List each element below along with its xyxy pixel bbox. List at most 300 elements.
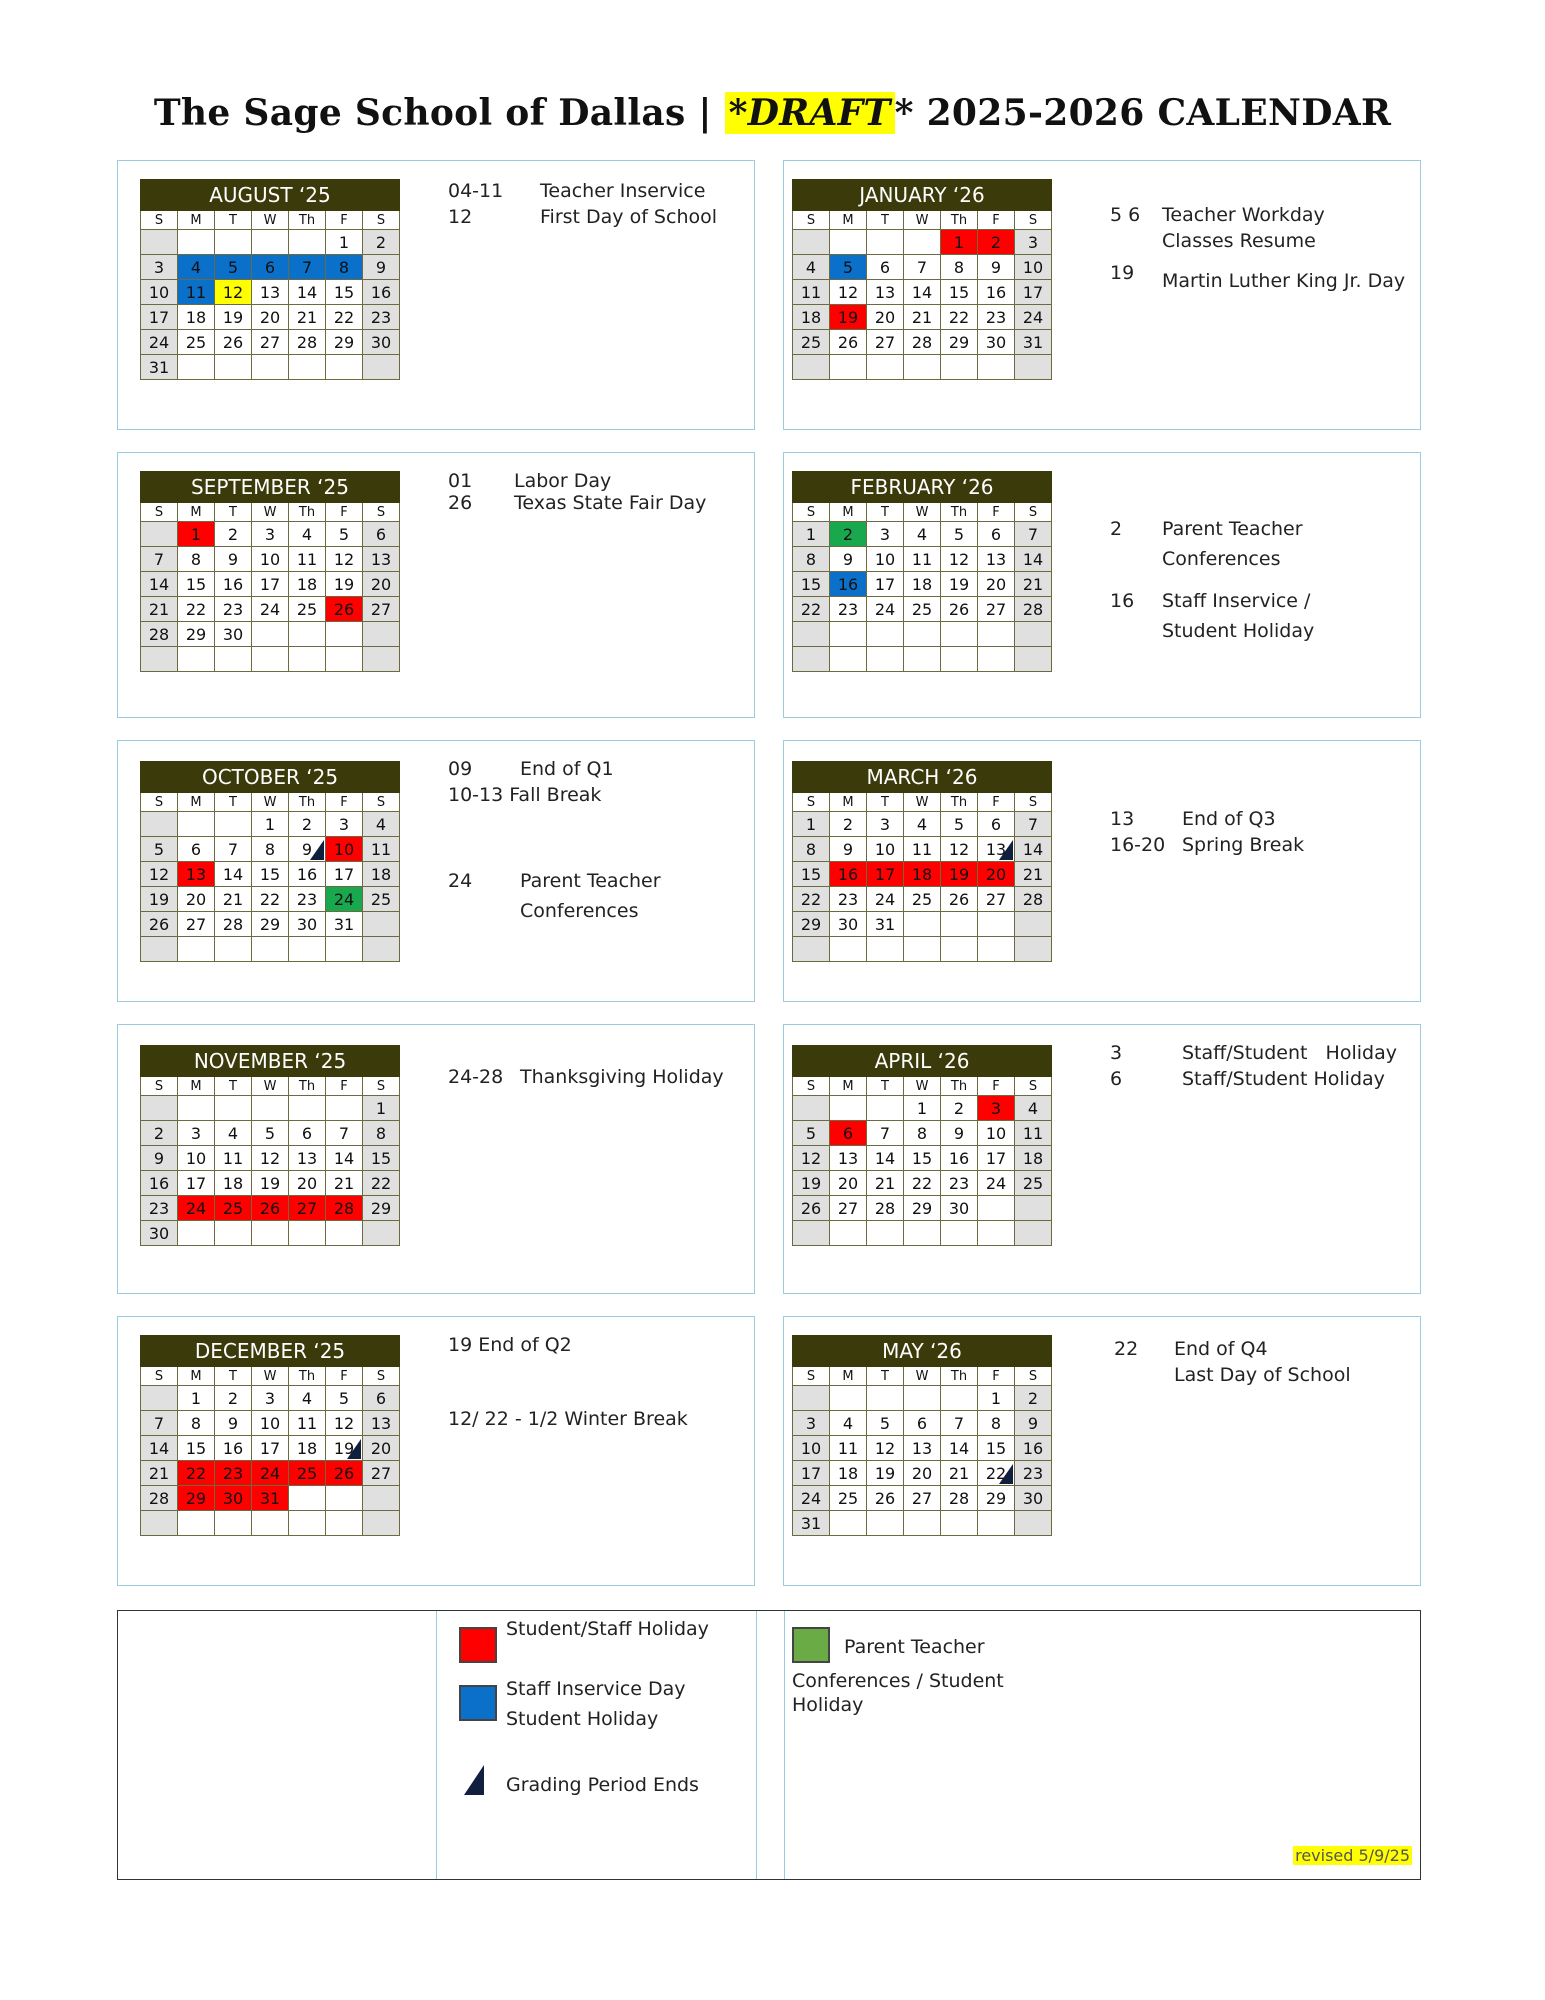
day-cell: 15 <box>252 862 289 887</box>
day-cell <box>326 1096 363 1121</box>
event-line <box>448 783 601 807</box>
day-cell: 13 <box>904 1436 941 1461</box>
day-cell: 20 <box>363 1436 400 1461</box>
day-cell: 12 <box>326 547 363 572</box>
day-cell: 12 <box>141 862 178 887</box>
event-date: 12/ 22 - 1/2 Winter Break <box>448 1408 688 1430</box>
week-row <box>793 572 1052 597</box>
day-cell: 3 <box>252 1386 289 1411</box>
day-cell <box>978 355 1015 380</box>
day-cell: 23 <box>830 597 867 622</box>
day-cell: 6 <box>978 812 1015 837</box>
day-cell: 1 <box>793 812 830 837</box>
week-row <box>141 1196 400 1221</box>
day-cell <box>941 355 978 380</box>
weekday-header: W <box>252 503 289 522</box>
day-cell: 19 <box>830 305 867 330</box>
event-date: 5 6 <box>1110 204 1141 226</box>
month-panel <box>783 160 1421 430</box>
day-cell: 2 <box>363 230 400 255</box>
day-cell <box>252 1511 289 1536</box>
week-row <box>793 330 1052 355</box>
day-cell: 28 <box>289 330 326 355</box>
day-cell: 11 <box>289 547 326 572</box>
day-cell: 22 <box>793 597 830 622</box>
week-row <box>793 1171 1052 1196</box>
day-cell: 3 <box>978 1096 1015 1121</box>
event-line <box>1110 1067 1385 1091</box>
event-label: First Day of School <box>540 206 718 228</box>
day-cell: 26 <box>252 1196 289 1221</box>
event-label: Teacher Inservice <box>540 180 706 202</box>
day-cell <box>289 647 326 672</box>
event-label: Staff/Student Holiday <box>1182 1042 1397 1064</box>
day-cell: 13 <box>867 280 904 305</box>
day-cell: 26 <box>867 1486 904 1511</box>
month-panel <box>117 160 755 430</box>
day-cell <box>830 355 867 380</box>
day-cell <box>363 647 400 672</box>
day-cell: 18 <box>178 305 215 330</box>
weekday-header: Th <box>941 793 978 812</box>
week-row <box>141 280 400 305</box>
day-cell <box>178 937 215 962</box>
day-cell: 8 <box>793 547 830 572</box>
day-cell: 2 <box>215 522 252 547</box>
weekday-header: W <box>252 793 289 812</box>
event-line <box>448 1407 688 1431</box>
day-cell: 13 <box>178 862 215 887</box>
week-row <box>141 1411 400 1436</box>
day-cell: 10 <box>326 837 363 862</box>
day-cell: 23 <box>141 1196 178 1221</box>
weekday-header: Th <box>289 1367 326 1386</box>
day-cell: 23 <box>978 305 1015 330</box>
weekday-header: S <box>363 211 400 230</box>
day-cell: 27 <box>252 330 289 355</box>
day-cell <box>141 230 178 255</box>
day-cell <box>1015 937 1052 962</box>
day-cell: 9 <box>830 837 867 862</box>
month-title: APRIL ‘26 <box>793 1046 1052 1077</box>
month-title: MARCH ‘26 <box>793 762 1052 793</box>
day-cell: 7 <box>867 1121 904 1146</box>
week-row <box>793 305 1052 330</box>
day-cell: 21 <box>141 1461 178 1486</box>
day-cell: 27 <box>978 597 1015 622</box>
day-cell: 6 <box>904 1411 941 1436</box>
day-cell: 19 <box>793 1171 830 1196</box>
day-cell <box>215 1221 252 1246</box>
weekday-header: S <box>141 793 178 812</box>
event-date: 26 <box>448 492 473 514</box>
day-cell: 18 <box>363 862 400 887</box>
day-cell: 16 <box>978 280 1015 305</box>
day-cell: 11 <box>904 547 941 572</box>
event-line <box>1110 807 1276 831</box>
legend-inservice-1: Staff Inservice Day <box>506 1678 686 1700</box>
day-cell: 23 <box>215 1461 252 1486</box>
day-cell: 18 <box>793 305 830 330</box>
day-cell: 20 <box>178 887 215 912</box>
day-cell: 20 <box>978 862 1015 887</box>
day-cell: 12 <box>252 1146 289 1171</box>
day-cell: 8 <box>326 255 363 280</box>
week-row <box>793 280 1052 305</box>
day-cell <box>941 1221 978 1246</box>
event-date: 16-20 <box>1110 834 1166 856</box>
event-label: End of Q3 <box>1182 808 1276 830</box>
day-cell: 25 <box>1015 1171 1052 1196</box>
day-cell: 11 <box>1015 1121 1052 1146</box>
day-cell <box>178 1511 215 1536</box>
day-cell: 15 <box>178 1436 215 1461</box>
day-cell: 27 <box>830 1196 867 1221</box>
day-cell: 10 <box>252 1411 289 1436</box>
day-cell <box>178 812 215 837</box>
event-label: Parent Teacher <box>520 870 661 892</box>
day-cell: 25 <box>289 1461 326 1486</box>
week-row <box>793 812 1052 837</box>
day-cell: 24 <box>326 887 363 912</box>
day-cell <box>363 937 400 962</box>
day-cell <box>941 1386 978 1411</box>
legend-ptc-1: Parent Teacher <box>844 1636 985 1658</box>
month-title: SEPTEMBER ‘25 <box>141 472 400 503</box>
month-calendar <box>792 761 1052 962</box>
day-cell: 15 <box>978 1436 1015 1461</box>
day-cell: 2 <box>830 812 867 837</box>
day-cell: 17 <box>867 572 904 597</box>
day-cell: 4 <box>289 522 326 547</box>
day-cell: 26 <box>941 887 978 912</box>
day-cell: 3 <box>141 255 178 280</box>
day-cell: 26 <box>326 597 363 622</box>
event-line <box>1110 1041 1397 1065</box>
week-row <box>141 597 400 622</box>
month-calendar <box>792 1335 1052 1536</box>
day-cell <box>867 647 904 672</box>
day-cell: 13 <box>978 837 1015 862</box>
day-cell <box>941 647 978 672</box>
day-cell: 23 <box>830 887 867 912</box>
week-row <box>141 1436 400 1461</box>
day-cell: 25 <box>904 597 941 622</box>
event-date: 6 <box>1110 1068 1123 1090</box>
day-cell: 21 <box>1015 862 1052 887</box>
weekday-header: S <box>363 503 400 522</box>
weekday-header: W <box>904 503 941 522</box>
day-cell <box>326 622 363 647</box>
day-cell: 16 <box>830 572 867 597</box>
day-cell <box>793 355 830 380</box>
weekday-header: W <box>252 1367 289 1386</box>
day-cell <box>830 1386 867 1411</box>
day-cell: 22 <box>793 887 830 912</box>
day-cell: 9 <box>363 255 400 280</box>
weekday-header: T <box>867 503 904 522</box>
day-cell: 13 <box>252 280 289 305</box>
day-cell <box>904 937 941 962</box>
month-panel <box>117 452 755 718</box>
weekday-header: M <box>178 793 215 812</box>
day-cell: 13 <box>289 1146 326 1171</box>
day-cell: 4 <box>793 255 830 280</box>
day-cell <box>215 647 252 672</box>
day-cell: 31 <box>141 355 178 380</box>
day-cell <box>289 622 326 647</box>
draft-label: *DRAFT <box>725 92 895 134</box>
week-row <box>793 862 1052 887</box>
day-cell: 9 <box>1015 1411 1052 1436</box>
weekday-header: F <box>326 211 363 230</box>
event-line <box>1110 547 1280 571</box>
day-cell: 31 <box>252 1486 289 1511</box>
day-cell <box>1015 1221 1052 1246</box>
day-cell <box>289 230 326 255</box>
weekday-header: F <box>978 1367 1015 1386</box>
event-date: 22 <box>1114 1338 1139 1360</box>
day-cell <box>252 622 289 647</box>
day-cell: 15 <box>363 1146 400 1171</box>
day-cell: 25 <box>289 597 326 622</box>
day-cell: 2 <box>141 1121 178 1146</box>
day-cell: 6 <box>867 255 904 280</box>
day-cell: 7 <box>215 837 252 862</box>
weekday-header: F <box>978 211 1015 230</box>
day-cell: 1 <box>178 522 215 547</box>
event-line <box>1114 1363 1351 1387</box>
event-label: Teacher Workday <box>1162 204 1325 226</box>
day-cell: 11 <box>363 837 400 862</box>
month-panel <box>783 1316 1421 1586</box>
week-row <box>793 1511 1052 1536</box>
day-cell <box>252 937 289 962</box>
day-cell: 6 <box>830 1121 867 1146</box>
day-cell <box>904 230 941 255</box>
day-cell: 24 <box>141 330 178 355</box>
weekday-header: Th <box>941 503 978 522</box>
day-cell: 30 <box>363 330 400 355</box>
event-date: 24-28 <box>448 1066 504 1088</box>
day-cell <box>326 1221 363 1246</box>
day-cell: 14 <box>1015 837 1052 862</box>
day-cell <box>178 1221 215 1246</box>
weekday-header: Th <box>289 503 326 522</box>
day-cell: 8 <box>178 1411 215 1436</box>
day-cell <box>904 1221 941 1246</box>
week-row <box>141 812 400 837</box>
weekday-header: M <box>830 503 867 522</box>
month-panel <box>117 1024 755 1294</box>
day-cell <box>978 1221 1015 1246</box>
day-cell: 16 <box>215 1436 252 1461</box>
day-cell: 5 <box>867 1411 904 1436</box>
event-date: 10-13 Fall Break <box>448 784 602 806</box>
weekday-header: T <box>867 1077 904 1096</box>
day-cell: 4 <box>1015 1096 1052 1121</box>
day-cell: 13 <box>363 547 400 572</box>
weekday-header: S <box>141 1077 178 1096</box>
event-line <box>448 179 705 203</box>
day-cell <box>141 522 178 547</box>
day-cell <box>141 647 178 672</box>
week-row <box>141 647 400 672</box>
week-row <box>793 912 1052 937</box>
week-row <box>141 1096 400 1121</box>
day-cell: 1 <box>326 230 363 255</box>
legend-grading: Grading Period Ends <box>506 1774 699 1796</box>
weekday-header: Th <box>289 211 326 230</box>
legend <box>117 1610 1421 1880</box>
week-row <box>793 1096 1052 1121</box>
day-cell: 27 <box>289 1196 326 1221</box>
day-cell: 24 <box>252 597 289 622</box>
week-row <box>793 937 1052 962</box>
month-calendar <box>140 179 400 380</box>
day-cell: 23 <box>1015 1461 1052 1486</box>
day-cell <box>904 355 941 380</box>
month-title: AUGUST ‘25 <box>141 180 400 211</box>
event-line <box>448 205 717 229</box>
day-cell: 14 <box>1015 547 1052 572</box>
day-cell <box>252 230 289 255</box>
day-cell: 18 <box>215 1171 252 1196</box>
day-cell: 23 <box>289 887 326 912</box>
day-cell <box>289 1096 326 1121</box>
event-line <box>1110 229 1316 253</box>
event-label: Parent Teacher <box>1162 518 1303 540</box>
week-row <box>141 1121 400 1146</box>
day-cell <box>830 230 867 255</box>
week-row <box>141 1511 400 1536</box>
day-cell: 14 <box>141 1436 178 1461</box>
day-cell: 1 <box>363 1096 400 1121</box>
day-cell: 17 <box>178 1171 215 1196</box>
day-cell: 30 <box>215 1486 252 1511</box>
weekday-header: M <box>178 211 215 230</box>
weekday-header: S <box>1015 793 1052 812</box>
day-cell: 1 <box>941 230 978 255</box>
day-cell: 20 <box>289 1171 326 1196</box>
day-cell: 21 <box>904 305 941 330</box>
day-cell: 5 <box>141 837 178 862</box>
day-cell: 12 <box>793 1146 830 1171</box>
day-cell: 11 <box>793 280 830 305</box>
day-cell <box>326 355 363 380</box>
day-cell: 16 <box>215 572 252 597</box>
day-cell: 15 <box>793 862 830 887</box>
event-line <box>1114 1337 1268 1361</box>
day-cell: 22 <box>178 597 215 622</box>
day-cell: 30 <box>978 330 1015 355</box>
day-cell: 20 <box>363 572 400 597</box>
weekday-header: M <box>178 503 215 522</box>
day-cell: 12 <box>941 837 978 862</box>
day-cell: 16 <box>830 862 867 887</box>
day-cell: 7 <box>941 1411 978 1436</box>
day-cell: 10 <box>867 547 904 572</box>
event-date: 16 <box>1110 590 1135 612</box>
weekday-header: F <box>326 1077 363 1096</box>
day-cell: 19 <box>252 1171 289 1196</box>
day-cell <box>1015 912 1052 937</box>
week-row <box>141 1486 400 1511</box>
month-title: MAY ‘26 <box>793 1336 1052 1367</box>
week-row <box>793 1121 1052 1146</box>
month-title: FEBRUARY ‘26 <box>793 472 1052 503</box>
day-cell: 12 <box>215 280 252 305</box>
weekday-header: W <box>252 211 289 230</box>
day-cell: 14 <box>326 1146 363 1171</box>
day-cell: 25 <box>793 330 830 355</box>
weekday-header: Th <box>941 1077 978 1096</box>
day-cell: 9 <box>215 547 252 572</box>
event-label: Spring Break <box>1182 834 1305 856</box>
day-cell <box>978 1196 1015 1221</box>
day-cell <box>141 1096 178 1121</box>
day-cell: 4 <box>830 1411 867 1436</box>
day-cell: 27 <box>978 887 1015 912</box>
week-row <box>793 597 1052 622</box>
day-cell <box>178 647 215 672</box>
day-cell: 5 <box>215 255 252 280</box>
day-cell: 25 <box>363 887 400 912</box>
day-cell: 2 <box>941 1096 978 1121</box>
day-cell <box>252 1096 289 1121</box>
day-cell <box>793 937 830 962</box>
day-cell <box>793 1221 830 1246</box>
day-cell: 28 <box>326 1196 363 1221</box>
day-cell: 1 <box>793 522 830 547</box>
weekday-header: M <box>830 1077 867 1096</box>
day-cell: 21 <box>867 1171 904 1196</box>
day-cell: 30 <box>830 912 867 937</box>
event-label: Last Day of School <box>1174 1364 1351 1386</box>
day-cell <box>793 1386 830 1411</box>
day-cell <box>867 355 904 380</box>
day-cell <box>289 1221 326 1246</box>
weekday-header: T <box>215 211 252 230</box>
weekday-header: M <box>830 793 867 812</box>
day-cell: 3 <box>326 812 363 837</box>
day-cell: 22 <box>326 305 363 330</box>
month-calendar <box>792 1045 1052 1246</box>
day-cell: 29 <box>978 1486 1015 1511</box>
day-cell: 17 <box>252 572 289 597</box>
legend-inservice-2: Student Holiday <box>506 1708 659 1730</box>
day-cell: 5 <box>941 522 978 547</box>
day-cell <box>830 622 867 647</box>
week-row <box>793 1221 1052 1246</box>
day-cell: 8 <box>978 1411 1015 1436</box>
week-row <box>141 1171 400 1196</box>
event-line <box>1110 269 1405 293</box>
day-cell: 6 <box>363 1386 400 1411</box>
weekday-header: W <box>904 1367 941 1386</box>
day-cell: 28 <box>904 330 941 355</box>
weekday-header: T <box>867 1367 904 1386</box>
day-cell <box>141 1386 178 1411</box>
day-cell: 12 <box>941 547 978 572</box>
day-cell: 24 <box>1015 305 1052 330</box>
event-line <box>1110 517 1303 541</box>
week-row <box>793 230 1052 255</box>
day-cell <box>941 622 978 647</box>
day-cell <box>215 1511 252 1536</box>
day-cell: 7 <box>326 1121 363 1146</box>
day-cell: 7 <box>904 255 941 280</box>
